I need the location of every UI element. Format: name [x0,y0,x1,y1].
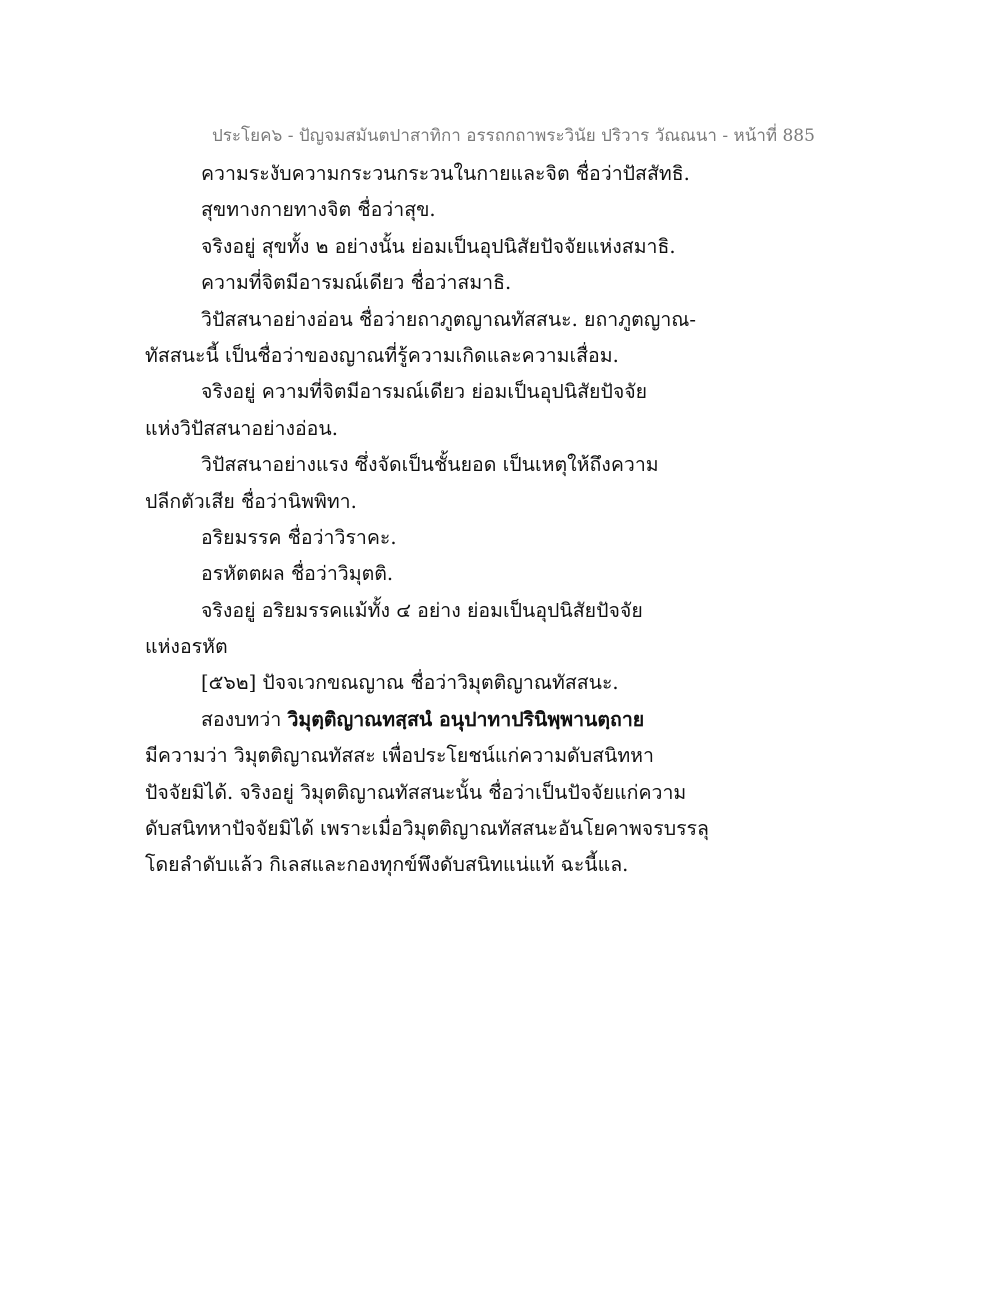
page-header: ประโยค๖ - ปัญจมสมันตปาสาทิกา อรรถกถาพระวินัย ปริวาร วัณณนา - หน้าที่ 885 [212,126,815,146]
text-line: อรหัตตผล ชื่อว่าวิมุตติ. [201,562,394,586]
text-line: มีความว่า วิมุตติญาณทัสสะ เพื่อประโยชน์แก่ความดับสนิทหา [145,744,654,768]
body-text [145,156,865,884]
text-line: วิปัสสนาอย่างอ่อน ชื่อว่ายถาภูตญาณทัสสนะ. ยถาภูตญาณ- [201,307,696,331]
text-line: ปัจจัยมิได้. จริงอยู่ วิมุตติญาณทัสสนะนั้น ชื่อว่าเป็นปัจจัยแก่ความ [145,780,687,804]
text-line: ความที่จิตมีอารมณ์เดียว ชื่อว่าสมาธิ. [201,271,512,295]
text-line: จริงอยู่ สุขทั้ง ๒ อย่างนั้น ย่อมเป็นอุปนิสัยปัจจัยแห่งสมาธิ. [201,234,676,258]
text-line: จริงอยู่ อริยมรรคแม้ทั้ง ๔ อย่าง ย่อมเป็นอุปนิสัยปัจจัย [201,598,643,622]
text-line: วิปัสสนาอย่างแรง ซึ่งจัดเป็นชั้นยอด เป็นเหตุให้ถึงความ [201,453,659,477]
text-line: สุขทางกายทางจิต ชื่อว่าสุข. [201,198,436,222]
pali-term: วิมุตฺติญาณทสฺสนํ อนุปาทาปรินิพฺพานตฺถาย [287,707,645,731]
text-line: โดยลำดับแล้ว กิเลสและกองทุกข์พึงดับสนิทแน่แท้ ฉะนี้แล. [145,853,629,877]
text-line-with-pali-term [145,702,865,738]
sonbot-prefix: สองบทว่า [201,707,288,731]
text-line: [๕๖๒] ปัจจเวกขณญาณ ชื่อว่าวิมุตติญาณทัสสนะ. [201,671,619,695]
text-line: แห่งวิปัสสนาอย่างอ่อน. [145,416,338,440]
text-line: จริงอยู่ ความที่จิตมีอารมณ์เดียว ย่อมเป็นอุปนิสัยปัจจัย [201,380,648,404]
text-line: อริยมรรค ชื่อว่าวิราคะ. [201,525,397,549]
text-line: ทัสสนะนี้ เป็นชื่อว่าของญาณที่รู้ความเกิดและความเสื่อม. [145,343,619,367]
text-line: ปลีกตัวเสีย ชื่อว่านิพพิทา. [145,489,357,513]
text-line: ดับสนิทหาปัจจัยมิได้ เพราะเมื่อวิมุตติญาณทัสสนะอันโยคาพจรบรรลุ [145,817,709,841]
text-line: ความระงับความกระวนกระวนในกายและจิต ชื่อว่าปัสสัทธิ. [201,162,690,185]
text-line: แห่งอรหัต [145,635,228,659]
